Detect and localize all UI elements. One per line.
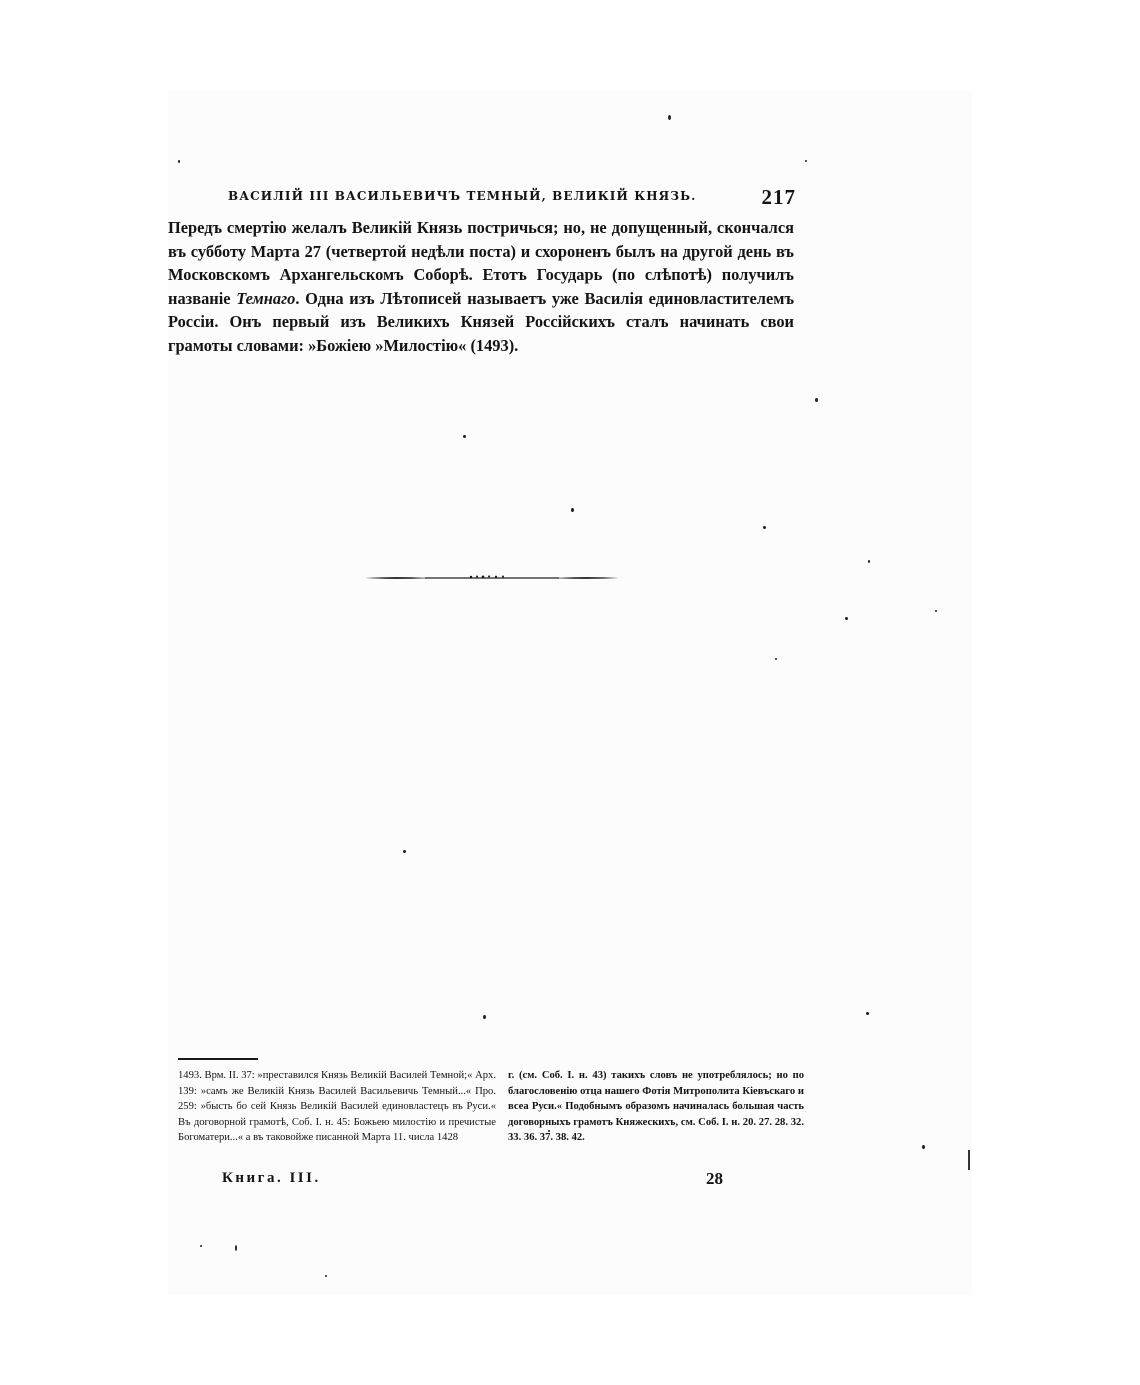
body-text-part: . Одна изъ Лѣтописей называетъ уже Василія единовластителемъ Россіи. Онъ первый изъ Великихъ Князей Россійскихъ сталъ начинать свои грамоты словами: »Божіею »Милостію« (1493). — [168, 288, 794, 355]
body-paragraph — [168, 216, 794, 357]
ink-speck — [866, 1012, 869, 1015]
body-text-italic: Темнаго — [236, 288, 296, 308]
book-signature: Книга. III. — [222, 1170, 321, 1186]
sheet-number: 28 — [706, 1169, 723, 1188]
ink-speck — [483, 1015, 486, 1019]
ink-speck — [845, 617, 848, 620]
ink-speck — [200, 1245, 202, 1247]
page-number: 217 — [761, 185, 796, 209]
running-head-title: ВАСИЛІЙ III ВАСИЛЬЕВИЧЪ ТЕМНЫЙ, ВЕЛИКІЙ КНЯЗЬ. — [228, 189, 697, 203]
ink-speck — [922, 1145, 925, 1149]
page-edge-mark — [968, 1150, 970, 1170]
ink-speck — [763, 526, 766, 529]
ink-speck — [463, 435, 466, 438]
running-head — [228, 185, 796, 211]
ink-speck — [805, 160, 807, 162]
footnote-left-column: 1493. Врм. II. 37: »преставился Князь Великій Василей Темной;« Арх. 139: »самъ же Великій Князь Василей Васильевичь Темный...« Про. 259: »бысть бо сей Князь Великій Василей единовластецъ въ Руси.« Въ договорной грамотѣ, Соб. I. н. 45: Божьею милостію и пречистые Богоматери...« а въ таковойже писанной Марта 11. числа 1428 — [178, 1070, 496, 1144]
ink-speck — [935, 610, 937, 612]
ink-speck — [571, 508, 574, 512]
footnote-rule — [178, 1058, 258, 1060]
section-separator — [365, 574, 619, 582]
ink-speck — [235, 1245, 237, 1251]
ink-speck — [868, 560, 870, 563]
ink-speck — [668, 115, 671, 120]
body-text-part: Передъ смертію желалъ Великій Князь постричься; но, не допущенный, скончался въ субботу Марта 27 (четвертой недѣли поста) и схороненъ былъ на другой день въ Московскомъ Архангельскомъ Соборѣ. Етотъ Государь (по слѣпотѣ) получилъ названіе — [168, 218, 794, 308]
ink-speck — [403, 850, 406, 853]
footnote-right-column: г. (см. Соб. I. н. 43) такихъ словъ не употреблялось; но по благословенію отца нашего Фотія Митрополита Кіевъскаго и всеа Руси.« Подобнымъ образомъ начиналась большая часть договорныхъ грамотъ Княжескихъ, см. Соб. I. н. 20. 27. 28. 32. 33. 36. 37. 38. 42. — [508, 1070, 804, 1144]
ink-speck — [178, 160, 180, 163]
ink-speck — [325, 1275, 327, 1277]
ink-speck — [775, 658, 777, 660]
ink-speck — [815, 398, 818, 402]
